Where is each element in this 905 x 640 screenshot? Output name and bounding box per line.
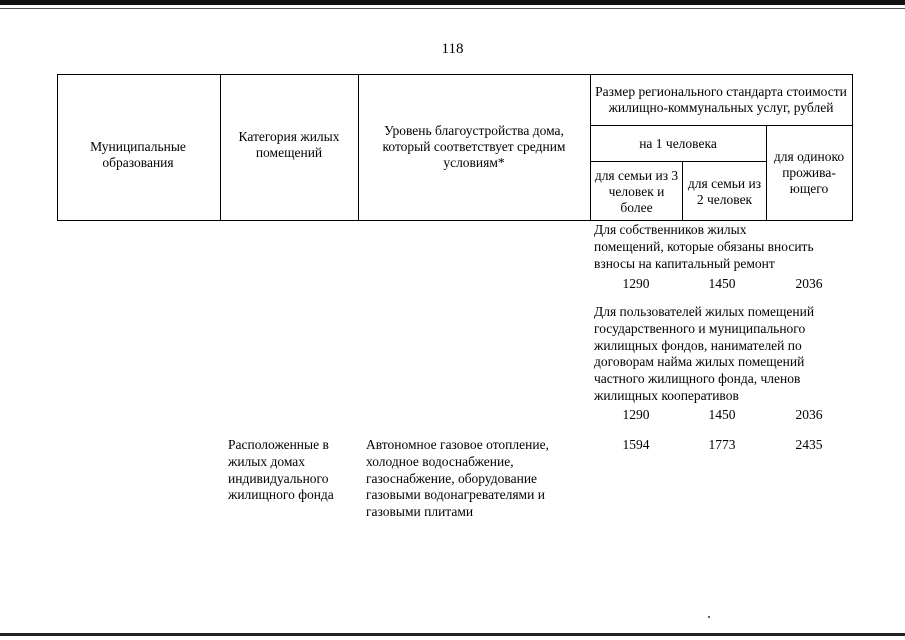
tenants-value-family2: 1450	[708, 407, 736, 422]
scan-top-border	[0, 0, 905, 5]
owners-value-family3: 1290	[622, 276, 650, 291]
header-family3	[592, 163, 681, 220]
owners-value-family2: 1450	[708, 276, 736, 291]
header-level	[362, 112, 586, 182]
header-category-text: Категория жилых помещений	[238, 129, 340, 160]
header-municipal-text: Муниципальные образования	[90, 139, 186, 170]
tenants-label: Для пользователей жилых помещений государственного и муниципального жилищных фондов, нанимателей по договорам найма жилых помещений частного жилищного фонда, членов жилищных кооперативов	[594, 304, 815, 403]
header-municipal	[62, 135, 214, 175]
tenants-value-family3: 1290	[622, 407, 650, 422]
owners-label: Для собственников жилых помещений, которые обязаны вносить взносы на капитальный ремонт	[594, 222, 814, 271]
page-number: 118	[441, 41, 464, 57]
header-per-person-text: на 1 человека	[639, 135, 717, 151]
owners-value-single: 2036	[795, 276, 823, 291]
individual-category: Расположенные в жилых домах индивидуального жилищного фонда	[228, 437, 334, 503]
header-single-text: для одиноко прожива-ющего	[773, 149, 845, 196]
header-category	[224, 125, 354, 165]
scan-top-line	[0, 8, 905, 9]
header-family2-text: для семьи из 2 человек	[687, 175, 762, 207]
header-family3-text: для семьи из 3 человек и более	[594, 167, 679, 215]
header-standard	[594, 75, 848, 125]
tenants-value-single: 2036	[795, 407, 823, 422]
header-per-person	[592, 126, 764, 161]
header-family2	[684, 163, 765, 220]
individual-level: Автономное газовое отопление, холодное водоснабжение, газоснабжение, оборудование газовыми водонагревателями и газовыми плитами	[366, 437, 549, 520]
header-standard-text: Размер регионального стандарта стоимости жилищно-коммунальных услуг, рублей	[595, 84, 847, 115]
individual-value-family3: 1594	[622, 437, 650, 452]
header-single	[768, 127, 850, 219]
individual-value-family2: 1773	[708, 437, 736, 452]
scan-speck	[708, 616, 710, 618]
header-level-text: Уровень благоустройства дома, который соответствует средним условиям*	[382, 123, 566, 170]
individual-value-single: 2435	[795, 437, 823, 452]
scan-bottom-line	[0, 633, 905, 636]
